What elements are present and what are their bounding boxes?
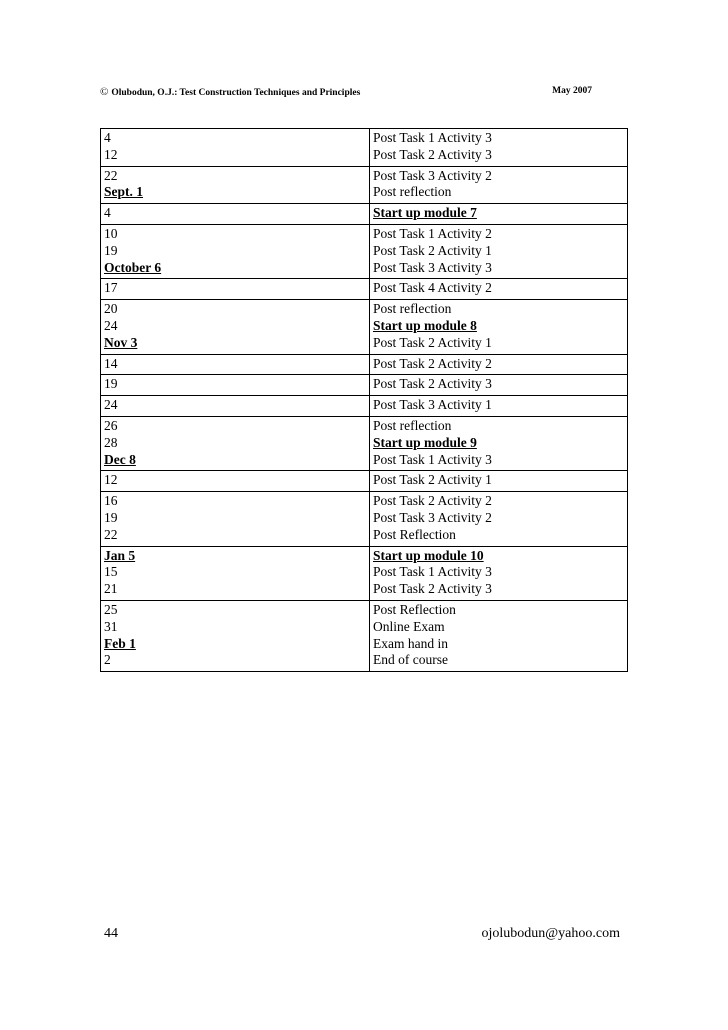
date-line: 19: [104, 242, 118, 258]
task-line: Post Reflection: [373, 601, 456, 617]
task-line: Post Task 2 Activity 2: [373, 493, 492, 509]
table-row: [101, 300, 628, 354]
task-line: Post Task 1 Activity 3: [373, 130, 492, 145]
task-cell: [370, 396, 628, 417]
date-line: 21: [104, 581, 118, 597]
date-cell: [101, 492, 370, 546]
table-row: [101, 129, 628, 167]
task-line: Online Exam: [373, 618, 445, 634]
date-cell: [101, 396, 370, 417]
date-line: 4: [104, 130, 111, 145]
task-line: Post Task 1 Activity 2: [373, 225, 492, 241]
copyright-symbol: ©: [100, 86, 109, 98]
table-row: [101, 279, 628, 300]
task-line: Post reflection: [373, 184, 452, 200]
date-line: Dec 8: [104, 451, 136, 467]
task-line: Post Task 3 Activity 3: [373, 259, 492, 275]
task-cell: [370, 492, 628, 546]
date-line: 14: [104, 355, 118, 371]
date-line: October 6: [104, 259, 162, 275]
header-title: Olubodun, O.J.: Test Construction Techniques and Principles: [111, 88, 361, 98]
date-cell: [101, 204, 370, 225]
date-line: 28: [104, 434, 118, 450]
table-row: [101, 396, 628, 417]
date-cell: [101, 224, 370, 278]
task-line: Exam hand in: [373, 635, 448, 651]
date-line: Nov 3: [104, 334, 138, 350]
task-line: Post Task 2 Activity 3: [373, 581, 492, 597]
date-line: 16: [104, 493, 118, 509]
date-line: 20: [104, 301, 118, 317]
task-cell: [370, 354, 628, 375]
task-cell: [370, 129, 628, 167]
task-cell: [370, 204, 628, 225]
task-cell: [370, 224, 628, 278]
task-line: Post Task 1 Activity 3: [373, 564, 492, 580]
date-line: 15: [104, 564, 118, 580]
task-line: Start up module 10: [373, 547, 484, 563]
date-line: 4: [104, 205, 111, 221]
header-title-block: [100, 86, 360, 98]
schedule-body: [101, 129, 628, 672]
table-row: [101, 166, 628, 204]
task-cell: [370, 300, 628, 354]
task-cell: [370, 375, 628, 396]
date-line: 26: [104, 417, 118, 433]
task-cell: [370, 416, 628, 470]
date-cell: [101, 600, 370, 671]
table-row: [101, 471, 628, 492]
date-cell: [101, 375, 370, 396]
task-line: Post Task 3 Activity 1: [373, 397, 492, 413]
task-line: Start up module 9: [373, 434, 477, 450]
task-cell: [370, 600, 628, 671]
task-line: Post Task 1 Activity 3: [373, 451, 492, 467]
date-cell: [101, 129, 370, 167]
date-line: 22: [104, 167, 118, 183]
date-line: 22: [104, 526, 118, 542]
task-line: Post Reflection: [373, 526, 456, 542]
page-number: 44: [104, 926, 118, 941]
date-line: 24: [104, 397, 118, 413]
table-row: [101, 600, 628, 671]
task-cell: [370, 546, 628, 600]
task-cell: [370, 471, 628, 492]
date-cell: [101, 300, 370, 354]
schedule-table: [100, 128, 628, 672]
date-cell: [101, 166, 370, 204]
task-line: Start up module 7: [373, 205, 477, 221]
date-line: Feb 1: [104, 635, 136, 651]
date-line: 12: [104, 472, 118, 488]
date-line: 17: [104, 280, 118, 296]
date-line: 19: [104, 509, 118, 525]
table-row: [101, 546, 628, 600]
date-cell: [101, 546, 370, 600]
header-date: May 2007: [552, 86, 592, 96]
table-row: [101, 492, 628, 546]
task-line: End of course: [373, 652, 448, 668]
date-cell: [101, 279, 370, 300]
task-line: Post Task 2 Activity 3: [373, 146, 492, 162]
task-line: Post reflection: [373, 301, 452, 317]
date-line: 24: [104, 317, 118, 333]
task-line: Post Task 3 Activity 2: [373, 167, 492, 183]
date-line: Jan 5: [104, 547, 136, 563]
date-line: Sept. 1: [104, 184, 144, 200]
task-line: Post Task 2 Activity 3: [373, 376, 492, 392]
task-line: Post reflection: [373, 417, 452, 433]
date-line: 2: [104, 652, 111, 668]
task-cell: [370, 279, 628, 300]
table-row: [101, 224, 628, 278]
date-cell: [101, 416, 370, 470]
date-line: 19: [104, 376, 118, 392]
table-row: [101, 416, 628, 470]
task-line: Post Task 2 Activity 1: [373, 472, 492, 488]
date-line: 12: [104, 146, 118, 162]
date-line: 31: [104, 618, 118, 634]
task-line: Post Task 3 Activity 2: [373, 509, 492, 525]
task-line: Post Task 2 Activity 1: [373, 242, 492, 258]
task-cell: [370, 166, 628, 204]
task-line: Post Task 2 Activity 1: [373, 334, 492, 350]
task-line: Post Task 2 Activity 2: [373, 355, 492, 371]
table-row: [101, 204, 628, 225]
table-row: [101, 354, 628, 375]
footer-email: ojolubodun@yahoo.com: [481, 926, 620, 941]
table-row: [101, 375, 628, 396]
task-line: Post Task 4 Activity 2: [373, 280, 492, 296]
date-cell: [101, 471, 370, 492]
date-line: 25: [104, 601, 118, 617]
date-line: 10: [104, 225, 118, 241]
task-line: Start up module 8: [373, 317, 477, 333]
date-cell: [101, 354, 370, 375]
